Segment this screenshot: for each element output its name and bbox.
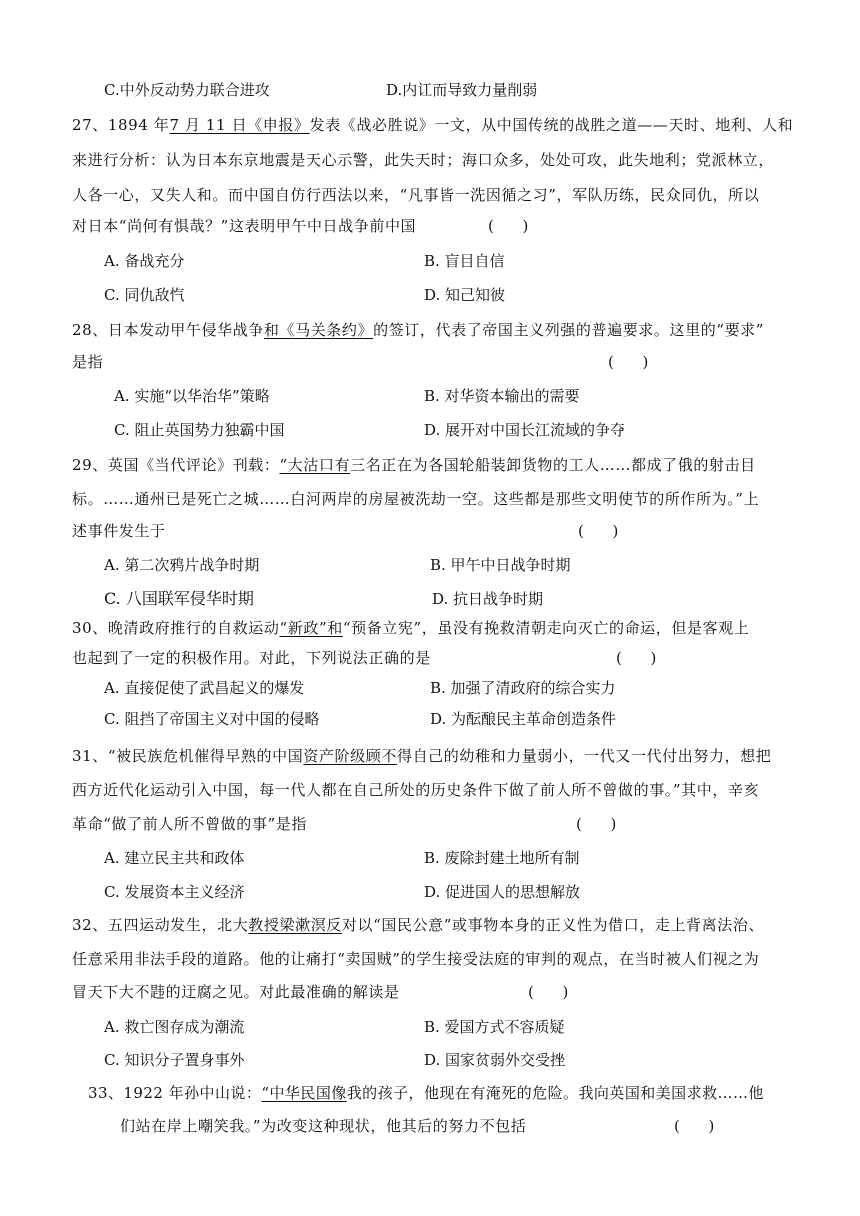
q26-option-c: C.中外反动势力联合进攻 — [104, 81, 270, 99]
q32-stem-line-2: 任意采用非法手段的道路。他的让痛打“卖国贼”的学生接受法庭的审判的观点，在当时被人们视之为 — [72, 950, 760, 968]
q28-option-c: C. 阻止英国势力独霸中国 — [114, 421, 285, 439]
q32-stem-line-3: 冒天下大不韪的迂腐之见。对此最准确的解读是 — [72, 983, 400, 1001]
q33-stem-line-1: 33、1922 年孙中山说：“中华民国像我的孩子，他现在有淹死的危险。我向英国和美国求救……他 — [88, 1084, 764, 1102]
q31-stem-line-2: 西方近代化运动引入中国，每一代人都在自己所处的历史条件下做了前人所不曾做的事。”其中，辛亥 — [72, 781, 760, 799]
q28-stem-line-2: 是指 — [72, 353, 104, 371]
q28-option-b: B. 对华资本输出的需要 — [424, 387, 580, 405]
q31-stem-line-1: 31、“被民族危机催得早熟的中国资产阶级顾不得自己的幼稚和力量弱小，一代又一代付出努力，想把 — [72, 747, 772, 765]
q30-option-c: C. 阻挡了帝国主义对中国的侵略 — [104, 710, 320, 728]
q29-option-a: A. 第二次鸦片战争时期 — [104, 556, 260, 574]
q29-option-c: C. 八国联军侵华时期 — [104, 589, 254, 608]
q32-option-a: A. 救亡图存成为潮流 — [104, 1018, 245, 1036]
q31-option-c: C. 发展资本主义经济 — [104, 883, 245, 901]
q31-option-d: D. 促进国人的思想解放 — [424, 883, 581, 901]
q28-option-a: A. 实施“以华治华”策略 — [114, 387, 270, 405]
q31-option-a: A. 建立民主共和政体 — [104, 849, 245, 867]
q27-stem-line-4: 对日本“尚何有惧哉？”这表明甲午中日战争前中国 — [72, 217, 417, 235]
q27-option-c: C. 同仇敌忾 — [104, 286, 185, 304]
q27-stem-line-1: 27、1894 年7 月 11 日《申报》发表《战必胜说》一文，从中国传统的战胜之道——天时、地利、人和 — [72, 116, 794, 134]
q27-option-a: A. 备战充分 — [104, 252, 185, 270]
q28-stem-line-1: 28、日本发动甲午侵华战争和《马关条约》的签订，代表了帝国主义列强的普遍要求。这里的“要求” — [72, 321, 765, 339]
q31-option-b: B. 废除封建土地所有制 — [424, 849, 580, 867]
q30-option-a: A. 直接促使了武昌起义的爆发 — [104, 679, 305, 697]
q32-answer-blank: ( ) — [528, 983, 569, 1001]
q29-answer-blank: ( ) — [578, 522, 619, 540]
q30-answer-blank: ( ) — [616, 649, 657, 667]
q29-stem-line-3: 述事件发生于 — [72, 522, 166, 540]
q31-answer-blank: ( ) — [576, 815, 617, 833]
q29-stem-line-1: 29、英国《当代评论》刊载：“大沽口有三名正在为各国轮船装卸货物的工人……都成了俄的射击目 — [72, 456, 756, 474]
q30-stem-line-1: 30、晚清政府推行的自救运动“新政”和“预备立宪”，虽没有挽救清朝走向灭亡的命运，但是客观上 — [72, 619, 750, 637]
q33-stem-line-2: 们站在岸上嘲笑我。”为改变这种现状，他其后的努力不包括 — [120, 1117, 527, 1135]
q31-stem-line-3: 革命“做了前人所不曾做的事”是指 — [72, 815, 307, 833]
q27-stem-line-3: 人各一心，又失人和。而中国自仿行西法以来，“凡事皆一洗因循之习”，军队历练，民众同仇，所以 — [72, 186, 760, 204]
q30-stem-line-2: 也起到了一定的积极作用。对此，下列说法正确的是 — [72, 649, 431, 667]
q32-option-d: D. 国家贫弱外交受挫 — [424, 1051, 566, 1069]
q32-option-b: B. 爱国方式不容质疑 — [424, 1018, 565, 1036]
q29-option-b: B. 甲午中日战争时期 — [430, 556, 571, 574]
q30-option-d: D. 为酝酿民主革命创造条件 — [430, 710, 617, 728]
q26-option-d: D.内讧而导致力量削弱 — [386, 81, 538, 99]
q29-stem-line-2: 标。……通州已是死亡之城……白河两岸的房屋被洗劫一空。这些都是那些文明使节的所作所为。”上 — [72, 490, 760, 508]
q32-option-c: C. 知识分子置身事外 — [104, 1051, 245, 1069]
q30-option-b: B. 加强了清政府的综合实力 — [430, 679, 616, 697]
q28-option-d: D. 展开对中国长江流域的争夺 — [424, 421, 626, 439]
q28-answer-blank: ( ) — [608, 353, 649, 371]
q27-stem-line-2: 来进行分析：认为日本东京地震是天心示警，此失天时；海口众多，处处可攻，此失地利；党派林立， — [72, 151, 775, 169]
q27-answer-blank: ( ) — [488, 217, 529, 235]
q29-option-d: D. 抗日战争时期 — [432, 590, 544, 608]
q32-stem-line-1: 32、五四运动发生，北大教授梁漱溟反对以“国民公意”或事物本身的正义性为借口，走上背离法治、 — [72, 916, 765, 934]
q33-answer-blank: ( ) — [674, 1117, 715, 1135]
q27-option-b: B. 盲目自信 — [424, 252, 505, 270]
q27-option-d: D. 知己知彼 — [424, 286, 506, 304]
